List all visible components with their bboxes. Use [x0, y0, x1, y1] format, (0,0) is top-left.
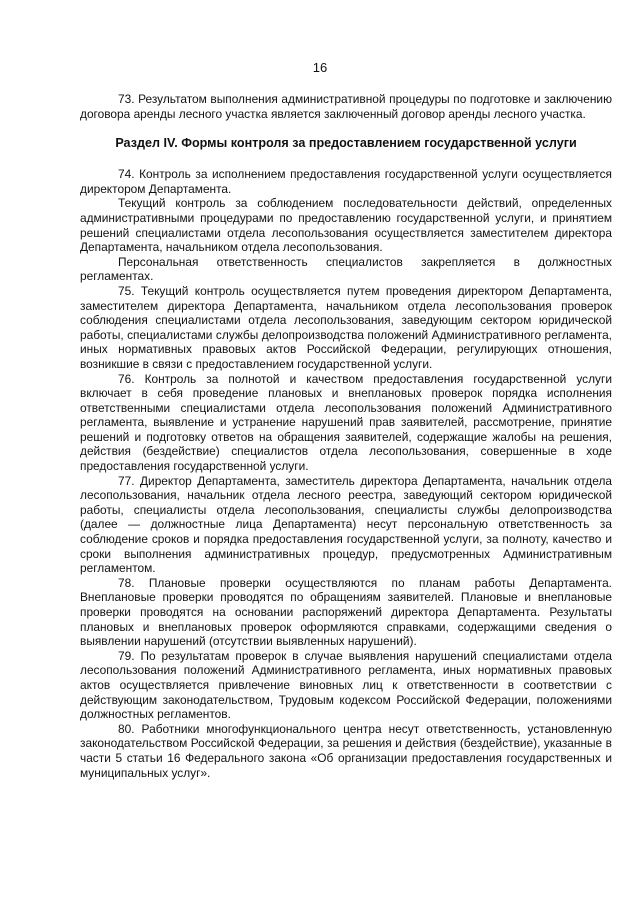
paragraph-75: 75. Текущий контроль осуществляется путем проведения директором Департамента, заместителем директора Департамента, начальником отдела лесопользования проверок соблюдения специалистами отдела лесопользования, заведующим сектором юридической работы, специалистами службы делопроизводства положений Административного регламента, иных нормативных правовых актов Российской Федерации, регулирующих отношения, возникшие в связи с предоставлением государственной услуги. — [80, 283, 612, 371]
document-body — [80, 92, 612, 780]
paragraph-78: 78. Плановые проверки осуществляются по планам работы Департамента. Внеплановые проверки проводятся по обращениям заявителей. Плановые и внеплановые проверки проводятся на основании распоряжений директора Департамента. Результаты плановых и внеплановых проверок оформляются справками, содержащими сведения о выявлении нарушений (отсутствии выявленных нарушений). — [80, 575, 612, 649]
paragraph-current-control: Текущий контроль за соблюдением последовательности действий, определенных административными процедурами по предоставлению государственной услуги, и принятием решений специалистами отдела лесопользования осуществляется заместителем директора Департамента, начальником отдела лесопользования. — [80, 196, 612, 255]
paragraph-73: 73. Результатом выполнения административной процедуры по подготовке и заключению договора аренды лесного участка является заключенный договор аренды лесного участка. — [80, 92, 612, 121]
paragraph-80: 80. Работники многофункционального центра несут ответственность, установленную законодательством Российской Федерации, за решения и действия (бездействие), указанные в части 5 статьи 16 Федерального закона «Об организации предоставления государственных и муниципальных услуг». — [80, 721, 612, 780]
section-title: Раздел IV. Формы контроля за предоставлением государственной услуги — [115, 136, 577, 151]
paragraph-79: 79. По результатам проверок в случае выявления нарушений специалистами отдела лесопользования положений Административного регламента, иных нормативных правовых актов осуществляется привлечение виновных лиц к ответственности в соответствии с действующим законодательством, Трудовым кодексом Российской Федерации, положениями должностных регламентов. — [80, 648, 612, 722]
paragraph-76: 76. Контроль за полнотой и качеством предоставления государственной услуги включает в себя проведение плановых и внеплановых проверок порядка исполнения ответственными специалистами отдела лесопользования положений Административного регламента, выявление и устранение нарушений прав заявителей, рассмотрение, принятие решений и подготовку ответов на обращения заявителей, содержащие жалобы на решения, действия (бездействие) специалистов отдела лесопользования, совершенные в ходе предоставления государственной услуги. — [80, 371, 612, 474]
paragraph-74: 74. Контроль за исполнением предоставления государственной услуги осуществляется директором Департамента. — [80, 167, 612, 196]
paragraph-personal-responsibility: Персональная ответственность специалистов закрепляется в должностных регламентах. — [80, 254, 612, 284]
paragraph-77: 77. Директор Департамента, заместитель директора Департамента, начальник отдела лесопользования, начальник отдела лесного реестра, заведующий сектором юридической работы, специалисты отдела лесопользования, специалисты службы делопроизводства (далее — должностные лица Департамента) несут персональную ответственность за соблюдение сроков и порядка предоставления государственной услуги, за полноту, качество и сроки выполнения административных процедур, предусмотренных Административным регламентом. — [80, 473, 612, 576]
page-number: 16 — [312, 60, 328, 75]
